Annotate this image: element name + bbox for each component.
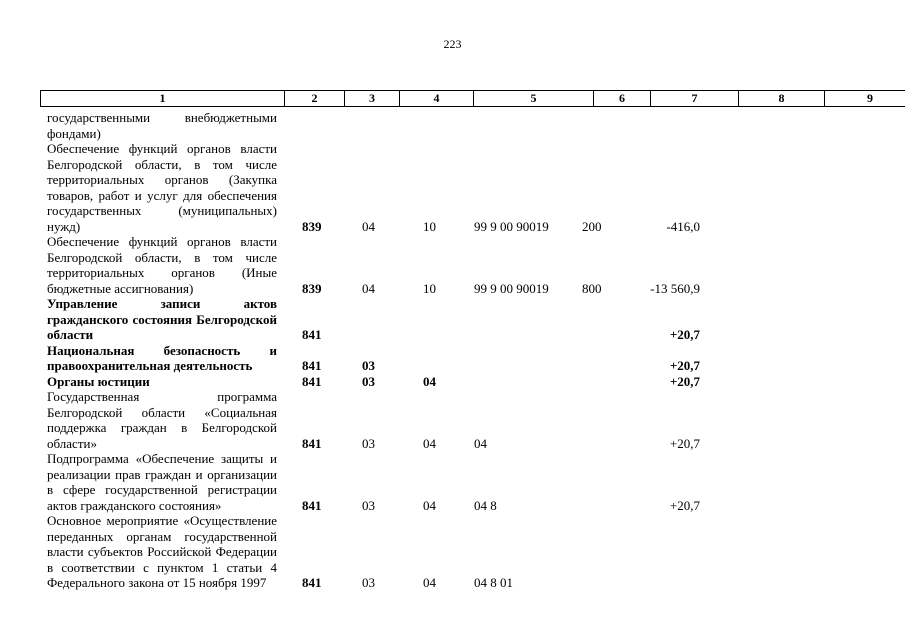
table-header — [40, 90, 905, 107]
cell-col3: 03 — [362, 497, 375, 513]
cell-col7: +20,7 — [669, 327, 700, 342]
table-row — [0, 389, 700, 451]
cell-col3: 03 — [362, 358, 375, 373]
cell-col3: 03 — [362, 373, 375, 389]
cell-col2: 841 — [302, 497, 322, 513]
cell-col3: 04 — [362, 280, 375, 296]
cell-col5: 99 9 00 90019 — [474, 280, 549, 296]
cell-col5: 04 8 01 — [474, 575, 513, 590]
row-name: государственными внебюджетными фондами) — [47, 110, 277, 141]
cell-col4: 04 — [423, 373, 436, 389]
cell-col7: -13 560,9 — [650, 280, 700, 296]
cell-col4: 10 — [423, 280, 436, 296]
cell-col2: 839 — [302, 280, 322, 296]
cell-col4: 10 — [423, 218, 436, 234]
table-row — [0, 296, 700, 343]
table-row — [0, 451, 700, 513]
column-header-1: 1 — [41, 91, 285, 106]
cell-col5: 04 8 — [474, 497, 497, 513]
table-row — [0, 513, 513, 591]
table-row — [0, 110, 277, 141]
cell-col2: 841 — [302, 435, 322, 451]
cell-col3: 03 — [362, 575, 375, 590]
page-number: 223 — [443, 37, 462, 51]
cell-col2: 841 — [302, 358, 322, 373]
cell-col2: 841 — [302, 575, 322, 590]
row-name: Обеспечение функций органов власти Белгородской области, в том числе территориальных органов (Иные бюджетные ассигнования) — [47, 234, 277, 296]
cell-col4: 04 — [423, 575, 436, 590]
cell-col7: -416,0 — [666, 218, 700, 234]
cell-col5: 04 — [474, 435, 487, 451]
cell-col3: 04 — [362, 218, 375, 234]
cell-col7: +20,7 — [669, 358, 700, 373]
cell-col4: 04 — [423, 497, 436, 513]
table-row — [0, 141, 700, 234]
row-name: Обеспечение функций органов власти Белгородской области, в том числе территориальных органов (Закупка товаров, работ и услуг для обеспечения государственных (муниципальных) нужд) — [47, 141, 277, 234]
column-header-8: 8 — [739, 91, 825, 106]
cell-col6: 800 — [582, 280, 602, 296]
cell-col7: +20,7 — [669, 373, 700, 389]
cell-col6: 200 — [582, 218, 602, 234]
cell-col3: 03 — [362, 435, 375, 451]
row-name: Подпрограмма «Обеспечение защиты и реализации прав граждан и организации в сфере государственной регистрации актов гражданского состояния» — [47, 451, 277, 513]
cell-col5: 99 9 00 90019 — [474, 218, 549, 234]
cell-col4: 04 — [423, 435, 436, 451]
column-header-4: 4 — [400, 91, 474, 106]
row-name: Национальная безопасность и правоохранительная деятельность — [47, 342, 277, 373]
row-name: Государственная программа Белгородской области «Социальная поддержка граждан в Белгородской области» — [47, 389, 277, 451]
table-body — [0, 110, 700, 591]
cell-col7: +20,7 — [669, 497, 700, 513]
column-header-7: 7 — [651, 91, 739, 106]
cell-col2: 841 — [302, 327, 322, 342]
table-row — [0, 342, 700, 374]
cell-col2: 839 — [302, 218, 322, 234]
column-header-2: 2 — [285, 91, 345, 106]
row-name: Основное мероприятие «Осуществление переданных органам государственной власти субъектов Российской Федерации в соответствии с пунктом 1 статьи 4 Федерального закона от 15 ноября 1997 — [47, 513, 277, 590]
column-header-6: 6 — [594, 91, 651, 106]
column-header-5: 5 — [474, 91, 594, 106]
column-header-3: 3 — [345, 91, 400, 106]
cell-col2: 841 — [302, 373, 322, 389]
table-row — [0, 234, 700, 296]
cell-col7: +20,7 — [669, 435, 700, 451]
table-row — [0, 373, 700, 390]
row-name: Органы юстиции — [47, 373, 150, 389]
row-name: Управление записи актов гражданского состояния Белгородской области — [47, 296, 277, 342]
column-header-9: 9 — [867, 91, 873, 105]
